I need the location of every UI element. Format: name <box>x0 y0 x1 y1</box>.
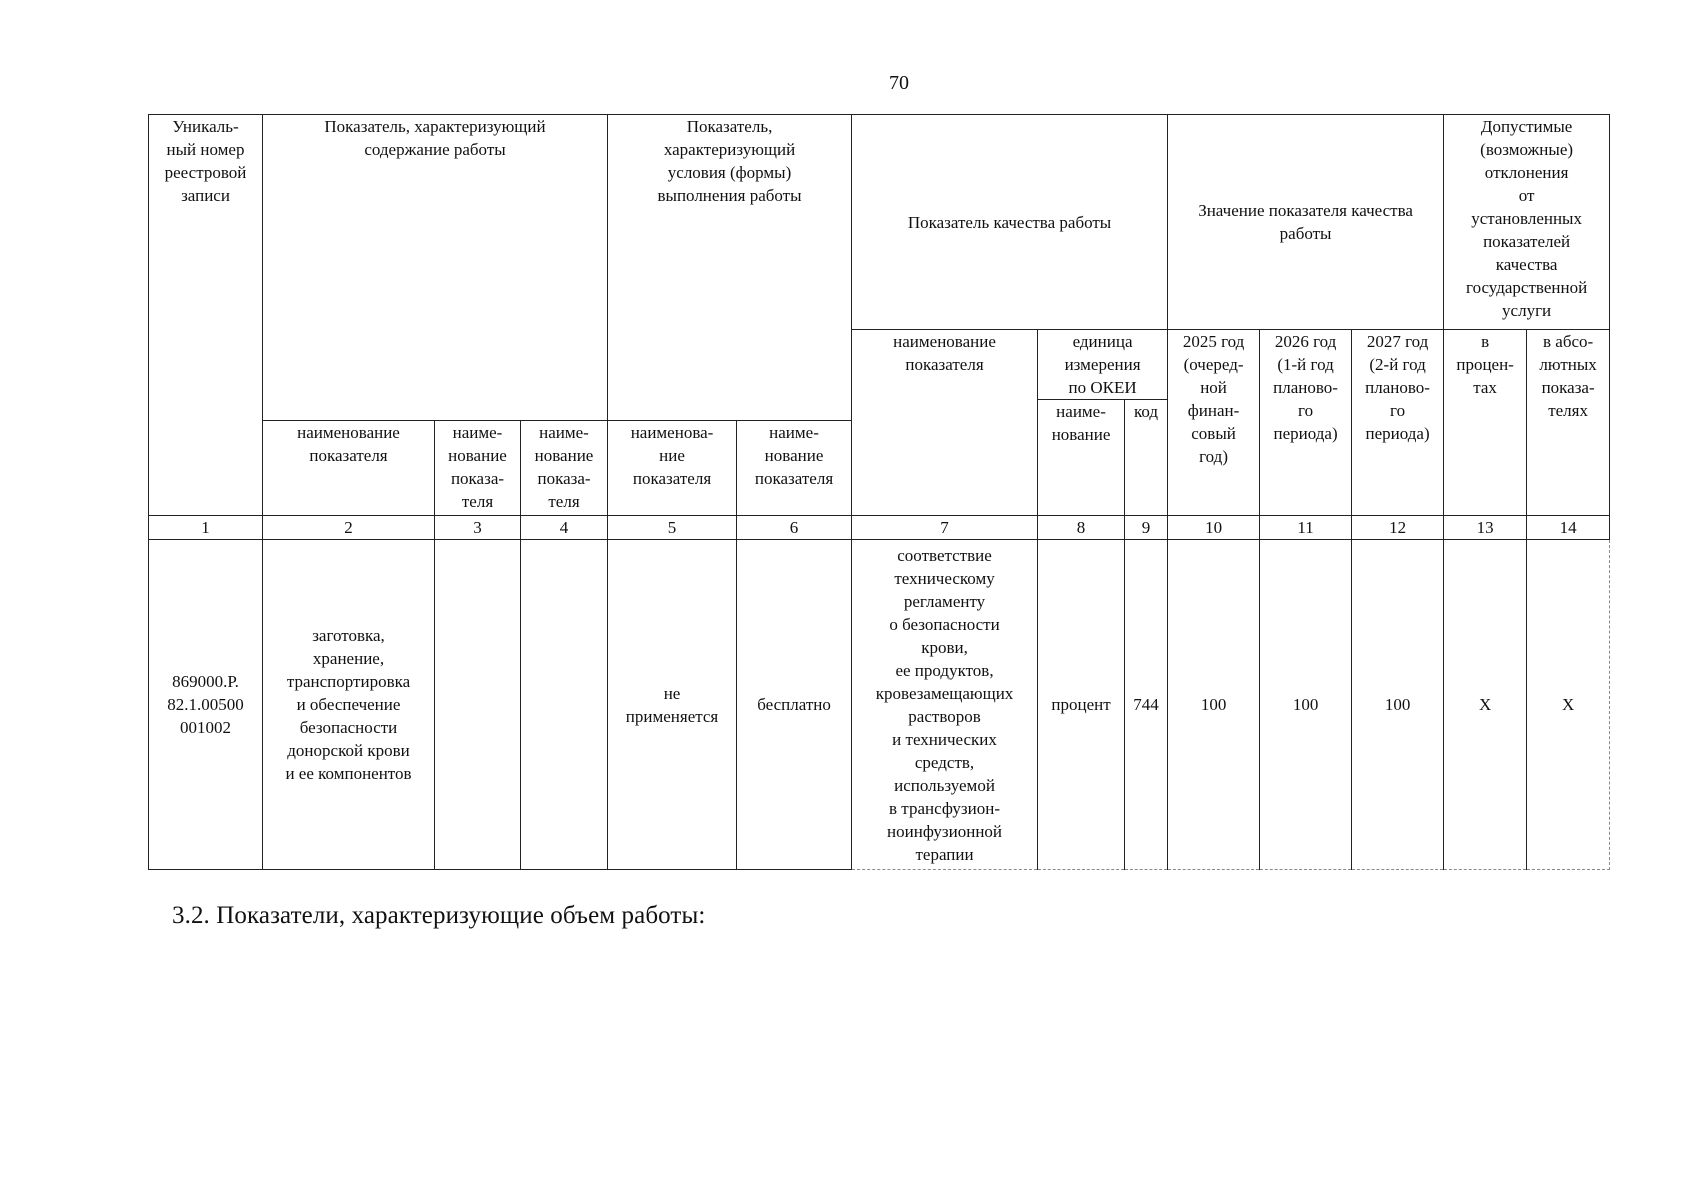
column-number: 10 <box>1168 516 1260 540</box>
column-number: 9 <box>1125 516 1168 540</box>
column-number: 4 <box>521 516 608 540</box>
value-2025-cell: 100 <box>1168 540 1260 870</box>
header-year-2026: 2026 год (1-й год планово- го периода) <box>1260 330 1352 516</box>
page-number: 70 <box>889 72 909 94</box>
quality-indicators-table <box>148 114 1610 870</box>
header-indicator-name: наименование показателя <box>852 330 1038 516</box>
column-number: 13 <box>1444 516 1527 540</box>
value-2027-cell: 100 <box>1352 540 1444 870</box>
header-conditions-indicator: Показатель, характеризующий условия (формы) выполнения работы <box>608 115 852 421</box>
header-unit-code: код <box>1125 400 1168 516</box>
work-content-cell: заготовка, хранение, транспортировка и обеспечение безопасности донорской крови и ее компонентов <box>263 540 435 870</box>
header-unit-name: наиме- нование <box>1038 400 1125 516</box>
header-content-col4: наиме- нование показа- теля <box>521 421 608 516</box>
column-number: 8 <box>1038 516 1125 540</box>
section-title: 3.2. Показатели, характеризующие объем работы: <box>172 902 706 929</box>
column-number: 2 <box>263 516 435 540</box>
header-content-indicator: Показатель, характеризующий содержание работы <box>263 115 608 421</box>
value-2026-cell: 100 <box>1260 540 1352 870</box>
quality-name-cell: соответствие техническому регламенту о безопасности крови, ее продуктов, кровезамещающих растворов и технических средств, используемой в трансфузион- ноинфузионной терапии <box>852 540 1038 870</box>
header-in-percent: в процен- тах <box>1444 330 1527 516</box>
header-conditions-col5: наименова- ние показателя <box>608 421 737 516</box>
header-year-2025: 2025 год (очеред- ной финан- совый год) <box>1168 330 1260 516</box>
header-deviations: Допустимые (возможные) отклонения от установленных показателей качества государственной услуги <box>1444 115 1610 330</box>
deviation-percent-cell: Х <box>1444 540 1527 870</box>
header-unique-number: Уникаль- ный номер реестровой записи <box>149 115 263 516</box>
header-quality-value: Значение показателя качества работы <box>1168 115 1444 330</box>
header-year-2027: 2027 год (2-й год планово- го периода) <box>1352 330 1444 516</box>
deviation-absolute-cell: Х <box>1527 540 1610 870</box>
column-number: 11 <box>1260 516 1352 540</box>
column-number: 7 <box>852 516 1038 540</box>
column-number: 12 <box>1352 516 1444 540</box>
column-number: 6 <box>737 516 852 540</box>
empty-cell <box>435 540 521 870</box>
column-number: 14 <box>1527 516 1610 540</box>
unit-cell: процент <box>1038 540 1125 870</box>
column-number: 5 <box>608 516 737 540</box>
header-content-col3: наиме- нование показа- теля <box>435 421 521 516</box>
header-conditions-col6: наиме- нование показателя <box>737 421 852 516</box>
header-content-col2: наименование показателя <box>263 421 435 516</box>
column-number: 3 <box>435 516 521 540</box>
header-in-absolute: в абсо- лютных показа- телях <box>1527 330 1610 516</box>
code-cell: 744 <box>1125 540 1168 870</box>
header-quality-indicator: Показатель качества работы <box>852 115 1168 330</box>
form-cell: бесплатно <box>737 540 852 870</box>
table-row <box>149 540 1610 870</box>
condition-cell: не применяется <box>608 540 737 870</box>
column-number: 1 <box>149 516 263 540</box>
empty-cell <box>521 540 608 870</box>
header-unit-okei: единица измерения по ОКЕИ <box>1038 330 1168 400</box>
registry-number-cell: 869000.Р. 82.1.00500 001002 <box>149 540 263 870</box>
